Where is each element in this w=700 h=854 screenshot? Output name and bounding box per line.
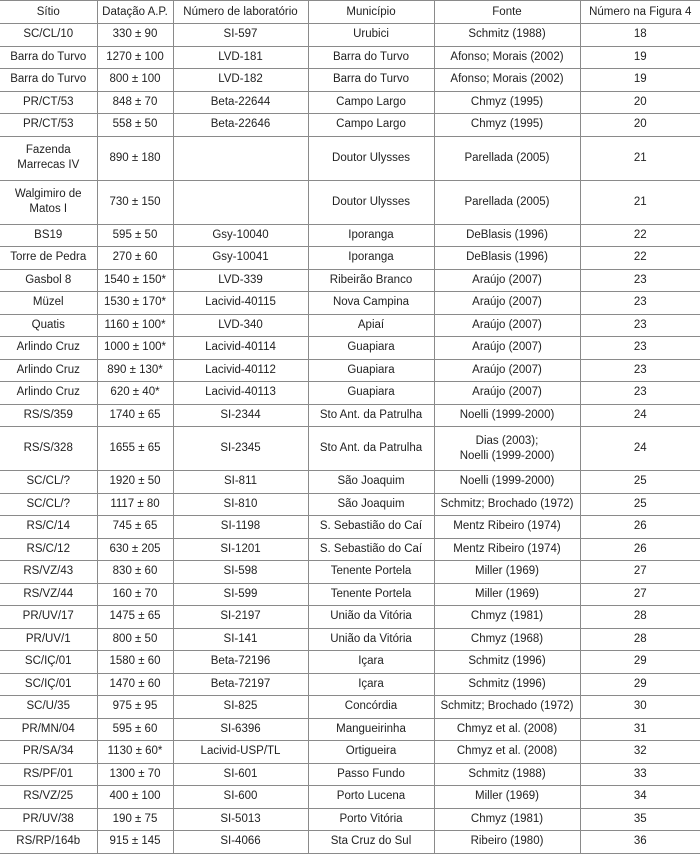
cell-sitio: RS/C/14 bbox=[0, 516, 97, 539]
cell-sitio: PR/MN/04 bbox=[0, 718, 97, 741]
cell-municipio: Tenente Portela bbox=[308, 561, 434, 584]
cell-fonte: Afonso; Morais (2002) bbox=[434, 69, 580, 92]
cell-numero-laboratorio: SI-5013 bbox=[173, 808, 308, 831]
cell-datacao: 848 ± 70 bbox=[97, 91, 173, 114]
cell-municipio: Iporanga bbox=[308, 247, 434, 270]
table-row bbox=[0, 136, 700, 180]
cell-fonte: Schmitz (1988) bbox=[434, 763, 580, 786]
cell-numero-figura: 23 bbox=[580, 314, 700, 337]
cell-sitio: SC/CL/10 bbox=[0, 24, 97, 47]
table-row bbox=[0, 269, 700, 292]
table-row bbox=[0, 292, 700, 315]
cell-datacao: 595 ± 50 bbox=[97, 224, 173, 247]
cell-datacao: 595 ± 60 bbox=[97, 718, 173, 741]
cell-fonte: Chmyz (1995) bbox=[434, 91, 580, 114]
cell-sitio: PR/UV/1 bbox=[0, 628, 97, 651]
table-row bbox=[0, 808, 700, 831]
cell-municipio: Nova Campina bbox=[308, 292, 434, 315]
cell-fonte: Chmyz (1981) bbox=[434, 606, 580, 629]
cell-municipio: Guapiara bbox=[308, 382, 434, 405]
cell-sitio: RS/VZ/43 bbox=[0, 561, 97, 584]
cell-sitio: Quatis bbox=[0, 314, 97, 337]
cell-sitio: SC/U/35 bbox=[0, 696, 97, 719]
cell-datacao: 270 ± 60 bbox=[97, 247, 173, 270]
cell-numero-laboratorio: Gsy-10040 bbox=[173, 224, 308, 247]
cell-numero-laboratorio: Beta-72197 bbox=[173, 673, 308, 696]
cell-sitio: PR/CT/53 bbox=[0, 91, 97, 114]
cell-sitio: Torre de Pedra bbox=[0, 247, 97, 270]
cell-numero-figura: 33 bbox=[580, 763, 700, 786]
cell-numero-laboratorio: SI-601 bbox=[173, 763, 308, 786]
cell-numero-figura: 18 bbox=[580, 24, 700, 47]
cell-datacao: 630 ± 205 bbox=[97, 538, 173, 561]
cell-numero-figura: 34 bbox=[580, 786, 700, 809]
cell-datacao: 620 ± 40* bbox=[97, 382, 173, 405]
cell-sitio: Müzel bbox=[0, 292, 97, 315]
cell-datacao: 730 ± 150 bbox=[97, 180, 173, 224]
cell-numero-laboratorio: SI-141 bbox=[173, 628, 308, 651]
cell-sitio: PR/CT/53 bbox=[0, 114, 97, 137]
cell-numero-laboratorio: SI-599 bbox=[173, 583, 308, 606]
cell-numero-figura: 21 bbox=[580, 136, 700, 180]
cell-sitio: RS/VZ/44 bbox=[0, 583, 97, 606]
cell-datacao: 830 ± 60 bbox=[97, 561, 173, 584]
cell-numero-figura: 27 bbox=[580, 583, 700, 606]
cell-numero-laboratorio: Beta-22646 bbox=[173, 114, 308, 137]
cell-numero-laboratorio: LVD-181 bbox=[173, 46, 308, 69]
cell-numero-figura: 32 bbox=[580, 741, 700, 764]
table-row bbox=[0, 696, 700, 719]
cell-datacao: 1117 ± 80 bbox=[97, 493, 173, 516]
cell-fonte: Dias (2003); Noelli (1999-2000) bbox=[434, 427, 580, 471]
table-row bbox=[0, 561, 700, 584]
cell-numero-laboratorio: LVD-340 bbox=[173, 314, 308, 337]
cell-fonte: Parellada (2005) bbox=[434, 136, 580, 180]
table-row bbox=[0, 673, 700, 696]
table-row bbox=[0, 224, 700, 247]
cell-numero-figura: 26 bbox=[580, 516, 700, 539]
cell-municipio: Içara bbox=[308, 673, 434, 696]
cell-datacao: 1470 ± 60 bbox=[97, 673, 173, 696]
cell-datacao: 745 ± 65 bbox=[97, 516, 173, 539]
cell-numero-laboratorio: SI-811 bbox=[173, 471, 308, 494]
table-row bbox=[0, 628, 700, 651]
cell-municipio: União da Vitória bbox=[308, 628, 434, 651]
cell-numero-figura: 24 bbox=[580, 404, 700, 427]
cell-fonte: Araújo (2007) bbox=[434, 337, 580, 360]
cell-municipio: Sto Ant. da Patrulha bbox=[308, 427, 434, 471]
table-row bbox=[0, 337, 700, 360]
table-row bbox=[0, 493, 700, 516]
cell-fonte: Araújo (2007) bbox=[434, 269, 580, 292]
cell-datacao: 1475 ± 65 bbox=[97, 606, 173, 629]
table-row bbox=[0, 382, 700, 405]
cell-fonte: Schmitz (1996) bbox=[434, 651, 580, 674]
header-datacao: Datação A.P. bbox=[97, 1, 173, 24]
cell-municipio: Concórdia bbox=[308, 696, 434, 719]
cell-municipio: São Joaquim bbox=[308, 493, 434, 516]
cell-numero-laboratorio: SI-4066 bbox=[173, 831, 308, 854]
cell-municipio: Ribeirão Branco bbox=[308, 269, 434, 292]
cell-numero-laboratorio: Lacivid-40112 bbox=[173, 359, 308, 382]
cell-datacao: 975 ± 95 bbox=[97, 696, 173, 719]
cell-numero-laboratorio bbox=[173, 136, 308, 180]
table-row bbox=[0, 359, 700, 382]
cell-numero-laboratorio: SI-597 bbox=[173, 24, 308, 47]
cell-numero-laboratorio: Beta-72196 bbox=[173, 651, 308, 674]
cell-fonte: Noelli (1999-2000) bbox=[434, 404, 580, 427]
table-body bbox=[0, 24, 700, 854]
cell-datacao: 400 ± 100 bbox=[97, 786, 173, 809]
cell-fonte: Mentz Ribeiro (1974) bbox=[434, 516, 580, 539]
cell-sitio: Barra do Turvo bbox=[0, 69, 97, 92]
cell-numero-figura: 21 bbox=[580, 180, 700, 224]
cell-datacao: 890 ± 180 bbox=[97, 136, 173, 180]
cell-sitio: Arlindo Cruz bbox=[0, 337, 97, 360]
cell-municipio: Apiaí bbox=[308, 314, 434, 337]
cell-municipio: Urubici bbox=[308, 24, 434, 47]
cell-fonte: Schmitz; Brochado (1972) bbox=[434, 493, 580, 516]
cell-datacao: 1540 ± 150* bbox=[97, 269, 173, 292]
cell-numero-laboratorio: SI-600 bbox=[173, 786, 308, 809]
cell-datacao: 1270 ± 100 bbox=[97, 46, 173, 69]
cell-numero-laboratorio: SI-2197 bbox=[173, 606, 308, 629]
cell-numero-figura: 22 bbox=[580, 247, 700, 270]
cell-municipio: Iporanga bbox=[308, 224, 434, 247]
cell-fonte: Schmitz (1996) bbox=[434, 673, 580, 696]
cell-numero-laboratorio: SI-2345 bbox=[173, 427, 308, 471]
cell-numero-figura: 36 bbox=[580, 831, 700, 854]
cell-municipio: Campo Largo bbox=[308, 114, 434, 137]
table-row bbox=[0, 114, 700, 137]
cell-datacao: 1530 ± 170* bbox=[97, 292, 173, 315]
cell-municipio: Doutor Ulysses bbox=[308, 136, 434, 180]
cell-datacao: 1160 ± 100* bbox=[97, 314, 173, 337]
cell-numero-figura: 25 bbox=[580, 471, 700, 494]
cell-sitio: Barra do Turvo bbox=[0, 46, 97, 69]
cell-fonte: Araújo (2007) bbox=[434, 314, 580, 337]
header-numero-figura: Número na Figura 4 bbox=[580, 1, 700, 24]
cell-fonte: Miller (1969) bbox=[434, 786, 580, 809]
cell-sitio: PR/UV/17 bbox=[0, 606, 97, 629]
cell-numero-figura: 28 bbox=[580, 628, 700, 651]
cell-fonte: Miller (1969) bbox=[434, 561, 580, 584]
cell-sitio: RS/C/12 bbox=[0, 538, 97, 561]
cell-fonte: Chmyz et al. (2008) bbox=[434, 741, 580, 764]
table-row bbox=[0, 831, 700, 854]
cell-fonte: Afonso; Morais (2002) bbox=[434, 46, 580, 69]
table-row bbox=[0, 763, 700, 786]
cell-fonte: Chmyz (1981) bbox=[434, 808, 580, 831]
cell-numero-laboratorio: Lacivid-40113 bbox=[173, 382, 308, 405]
cell-numero-figura: 20 bbox=[580, 91, 700, 114]
cell-fonte: DeBlasis (1996) bbox=[434, 224, 580, 247]
cell-municipio: Tenente Portela bbox=[308, 583, 434, 606]
cell-datacao: 160 ± 70 bbox=[97, 583, 173, 606]
cell-numero-figura: 30 bbox=[580, 696, 700, 719]
cell-sitio: SC/IÇ/01 bbox=[0, 651, 97, 674]
cell-numero-figura: 26 bbox=[580, 538, 700, 561]
cell-numero-figura: 22 bbox=[580, 224, 700, 247]
cell-municipio: Sto Ant. da Patrulha bbox=[308, 404, 434, 427]
cell-numero-figura: 27 bbox=[580, 561, 700, 584]
cell-fonte: Araújo (2007) bbox=[434, 382, 580, 405]
cell-municipio: Porto Vitória bbox=[308, 808, 434, 831]
cell-municipio: Passo Fundo bbox=[308, 763, 434, 786]
table-row bbox=[0, 583, 700, 606]
cell-sitio: BS19 bbox=[0, 224, 97, 247]
table-row bbox=[0, 46, 700, 69]
cell-numero-figura: 29 bbox=[580, 673, 700, 696]
header-fonte: Fonte bbox=[434, 1, 580, 24]
cell-datacao: 1740 ± 65 bbox=[97, 404, 173, 427]
cell-fonte: Mentz Ribeiro (1974) bbox=[434, 538, 580, 561]
cell-sitio: PR/UV/38 bbox=[0, 808, 97, 831]
cell-sitio: Walgimiro de Matos I bbox=[0, 180, 97, 224]
cell-municipio: Campo Largo bbox=[308, 91, 434, 114]
cell-sitio: SC/CL/? bbox=[0, 471, 97, 494]
header-sitio: Sítio bbox=[0, 1, 97, 24]
cell-fonte: DeBlasis (1996) bbox=[434, 247, 580, 270]
cell-sitio: Arlindo Cruz bbox=[0, 359, 97, 382]
cell-sitio: RS/VZ/25 bbox=[0, 786, 97, 809]
cell-sitio: Gasbol 8 bbox=[0, 269, 97, 292]
cell-municipio: Içara bbox=[308, 651, 434, 674]
cell-datacao: 800 ± 50 bbox=[97, 628, 173, 651]
cell-fonte: Schmitz; Brochado (1972) bbox=[434, 696, 580, 719]
cell-numero-laboratorio: LVD-339 bbox=[173, 269, 308, 292]
cell-fonte: Chmyz (1968) bbox=[434, 628, 580, 651]
cell-municipio: União da Vitória bbox=[308, 606, 434, 629]
cell-municipio: Sta Cruz do Sul bbox=[308, 831, 434, 854]
cell-fonte: Araújo (2007) bbox=[434, 359, 580, 382]
cell-datacao: 800 ± 100 bbox=[97, 69, 173, 92]
cell-sitio: SC/CL/? bbox=[0, 493, 97, 516]
header-numero-laboratorio: Número de laboratório bbox=[173, 1, 308, 24]
cell-municipio: S. Sebastião do Caí bbox=[308, 516, 434, 539]
cell-datacao: 1920 ± 50 bbox=[97, 471, 173, 494]
cell-numero-laboratorio: SI-825 bbox=[173, 696, 308, 719]
table-row bbox=[0, 516, 700, 539]
table-row bbox=[0, 247, 700, 270]
cell-municipio: São Joaquim bbox=[308, 471, 434, 494]
cell-datacao: 190 ± 75 bbox=[97, 808, 173, 831]
cell-numero-figura: 23 bbox=[580, 382, 700, 405]
cell-numero-laboratorio: Lacivid-40115 bbox=[173, 292, 308, 315]
cell-numero-figura: 23 bbox=[580, 359, 700, 382]
cell-datacao: 890 ± 130* bbox=[97, 359, 173, 382]
table-header bbox=[0, 1, 700, 24]
cell-municipio: Barra do Turvo bbox=[308, 46, 434, 69]
table-row bbox=[0, 538, 700, 561]
table-row bbox=[0, 314, 700, 337]
table-row bbox=[0, 91, 700, 114]
cell-numero-laboratorio: Gsy-10041 bbox=[173, 247, 308, 270]
cell-fonte: Schmitz (1988) bbox=[434, 24, 580, 47]
cell-sitio: PR/SA/34 bbox=[0, 741, 97, 764]
cell-sitio: RS/S/328 bbox=[0, 427, 97, 471]
cell-numero-laboratorio: SI-1198 bbox=[173, 516, 308, 539]
cell-fonte: Noelli (1999-2000) bbox=[434, 471, 580, 494]
cell-municipio: S. Sebastião do Caí bbox=[308, 538, 434, 561]
table-row bbox=[0, 606, 700, 629]
cell-municipio: Porto Lucena bbox=[308, 786, 434, 809]
header-row bbox=[0, 1, 700, 24]
cell-fonte: Miller (1969) bbox=[434, 583, 580, 606]
cell-sitio: RS/PF/01 bbox=[0, 763, 97, 786]
cell-numero-figura: 19 bbox=[580, 46, 700, 69]
cell-datacao: 1000 ± 100* bbox=[97, 337, 173, 360]
cell-municipio: Ortigueira bbox=[308, 741, 434, 764]
table-row bbox=[0, 404, 700, 427]
cell-numero-figura: 23 bbox=[580, 337, 700, 360]
cell-sitio: Arlindo Cruz bbox=[0, 382, 97, 405]
cell-numero-laboratorio: SI-6396 bbox=[173, 718, 308, 741]
cell-numero-laboratorio: SI-2344 bbox=[173, 404, 308, 427]
cell-datacao: 1300 ± 70 bbox=[97, 763, 173, 786]
cell-datacao: 1655 ± 65 bbox=[97, 427, 173, 471]
cell-datacao: 915 ± 145 bbox=[97, 831, 173, 854]
table-row bbox=[0, 651, 700, 674]
cell-fonte: Araújo (2007) bbox=[434, 292, 580, 315]
cell-sitio: RS/S/359 bbox=[0, 404, 97, 427]
cell-numero-figura: 23 bbox=[580, 269, 700, 292]
table-row bbox=[0, 718, 700, 741]
cell-fonte: Parellada (2005) bbox=[434, 180, 580, 224]
cell-numero-laboratorio: Lacivid-40114 bbox=[173, 337, 308, 360]
cell-numero-figura: 31 bbox=[580, 718, 700, 741]
table-row bbox=[0, 741, 700, 764]
cell-municipio: Guapiara bbox=[308, 337, 434, 360]
cell-numero-figura: 35 bbox=[580, 808, 700, 831]
cell-municipio: Mangueirinha bbox=[308, 718, 434, 741]
cell-numero-laboratorio: SI-810 bbox=[173, 493, 308, 516]
cell-numero-laboratorio: SI-598 bbox=[173, 561, 308, 584]
table-row bbox=[0, 427, 700, 471]
cell-fonte: Chmyz (1995) bbox=[434, 114, 580, 137]
cell-numero-laboratorio: Lacivid-USP/TL bbox=[173, 741, 308, 764]
cell-municipio: Guapiara bbox=[308, 359, 434, 382]
cell-sitio: SC/IÇ/01 bbox=[0, 673, 97, 696]
cell-sitio: RS/RP/164b bbox=[0, 831, 97, 854]
cell-numero-laboratorio: Beta-22644 bbox=[173, 91, 308, 114]
table-row bbox=[0, 69, 700, 92]
cell-numero-figura: 28 bbox=[580, 606, 700, 629]
header-municipio: Município bbox=[308, 1, 434, 24]
cell-numero-figura: 19 bbox=[580, 69, 700, 92]
cell-datacao: 1580 ± 60 bbox=[97, 651, 173, 674]
cell-sitio: Fazenda Marrecas IV bbox=[0, 136, 97, 180]
cell-numero-figura: 25 bbox=[580, 493, 700, 516]
cell-fonte: Chmyz et al. (2008) bbox=[434, 718, 580, 741]
cell-datacao: 558 ± 50 bbox=[97, 114, 173, 137]
table-row bbox=[0, 24, 700, 47]
cell-numero-figura: 29 bbox=[580, 651, 700, 674]
cell-datacao: 1130 ± 60* bbox=[97, 741, 173, 764]
cell-numero-figura: 23 bbox=[580, 292, 700, 315]
cell-datacao: 330 ± 90 bbox=[97, 24, 173, 47]
cell-municipio: Doutor Ulysses bbox=[308, 180, 434, 224]
cell-numero-figura: 20 bbox=[580, 114, 700, 137]
cell-numero-laboratorio bbox=[173, 180, 308, 224]
table-row bbox=[0, 786, 700, 809]
cell-numero-laboratorio: LVD-182 bbox=[173, 69, 308, 92]
cell-fonte: Ribeiro (1980) bbox=[434, 831, 580, 854]
table-row bbox=[0, 180, 700, 224]
table-row bbox=[0, 471, 700, 494]
cell-numero-laboratorio: SI-1201 bbox=[173, 538, 308, 561]
cell-municipio: Barra do Turvo bbox=[308, 69, 434, 92]
cell-numero-figura: 24 bbox=[580, 427, 700, 471]
